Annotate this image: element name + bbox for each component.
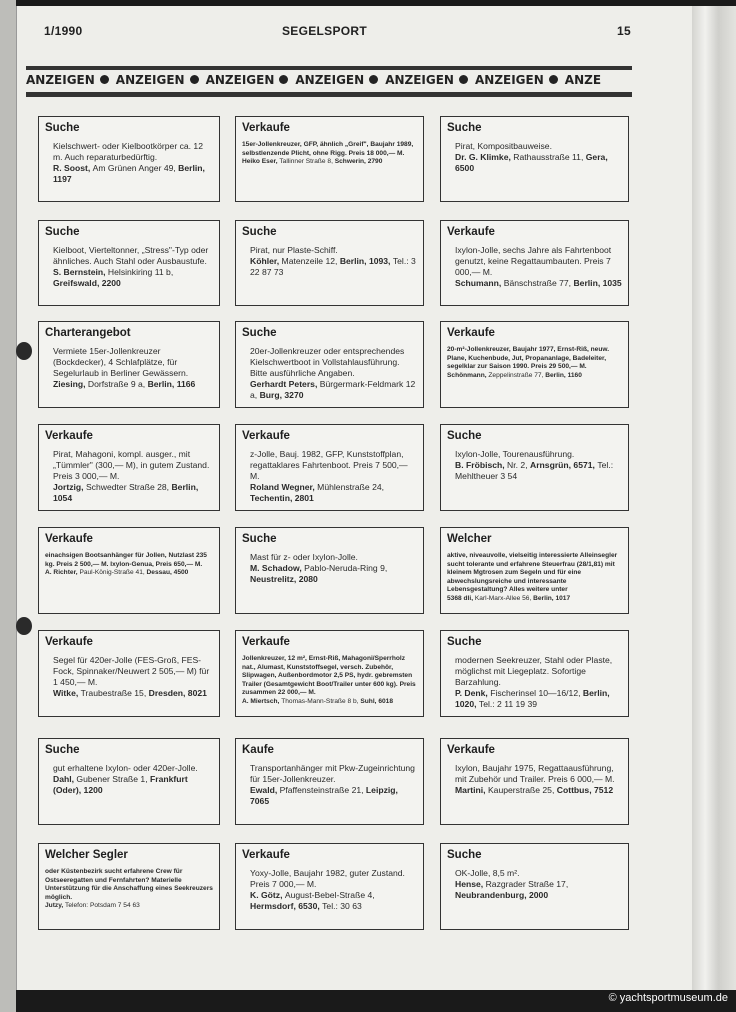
banner-rule-bottom (26, 92, 632, 97)
classified-ad (235, 116, 424, 202)
banner-word-partial: ANZE (564, 73, 602, 87)
ad-heading: Verkaufe (242, 636, 290, 648)
ad-contact-address: Zeppelinstraße 77, (488, 371, 546, 379)
ad-contact-city: Techentin, 2801 (250, 493, 314, 503)
ad-contact-name: Heiko Eser, (242, 158, 280, 166)
ad-body: 20-m²-Jollenkreuzer, Baujahr 1977, Ernst-Riß, neuw. Plane, Kuchenbude, Jut, Propananlage, Badeleiter, segelklar zur Saison 1990. Preis 29 500,— M. (447, 346, 610, 371)
classified-ad (38, 527, 220, 614)
ad-contact-address: Kauperstraße 25, (487, 785, 557, 795)
ad-contact-extra: Tel.: 3 22 87 73 (250, 256, 416, 277)
classified-ad (38, 630, 220, 717)
classified-ad (440, 843, 629, 930)
magazine-title: SEGELSPORT (282, 24, 368, 38)
ad-contact-name: Jutzy, (45, 902, 66, 910)
ad-body: modernen Seekreuzer, Stahl oder Plaste, möglichst mit Liegeplatz. Sofortige Barzahlung. (455, 655, 613, 687)
ad-contact (455, 152, 622, 174)
ad-heading: Welcher Segler (45, 849, 128, 861)
ad-contact (242, 698, 417, 707)
ad-contact-address: Rathausstraße 11, (513, 152, 586, 162)
ad-contact-name: Dahl, (53, 774, 77, 784)
bullet-icon (459, 75, 468, 84)
ad-contact-city: Hermsdorf, 6530, (250, 901, 323, 911)
ad-contact-name: Schönmann, (447, 371, 489, 379)
ad-contact-city: Neustrelitz, 2080 (250, 574, 318, 584)
ad-contact-name: Ziesing, (53, 379, 88, 389)
ad-contact-name: Ewald, (250, 785, 280, 795)
classified-ad (235, 527, 424, 614)
ad-contact-address: Mühlenstraße 24, (317, 482, 385, 492)
ad-contact-city: Berlin, 1166 (147, 379, 196, 389)
ad-contact-city: Gera, 6500 (455, 152, 608, 173)
ad-contact-address: Tallinner Straße 8, (279, 158, 335, 166)
ad-contact (455, 879, 622, 901)
ad-heading: Verkaufe (447, 327, 495, 339)
punch-hole (16, 617, 32, 635)
ad-contact-address: Fischerinsel 10—16/12, (490, 688, 583, 698)
classified-ad (38, 321, 220, 408)
ad-heading: Verkaufe (242, 430, 290, 442)
watermark: © yachtsportmuseum.de (608, 992, 728, 1004)
ad-contact (455, 460, 622, 482)
ad-contact-address: Gubener Straße 1, (76, 774, 150, 784)
ad-contact-city: Berlin, 1160 (545, 371, 582, 379)
classified-ad (440, 630, 629, 717)
ad-contact (447, 372, 622, 381)
ad-contact-city: Berlin, 1020, (455, 688, 610, 709)
bullet-icon (279, 75, 288, 84)
bullet-icon (100, 75, 109, 84)
ad-contact-address: Matenzeile 12, (281, 256, 340, 266)
ad-contact-name: Köhler, (250, 256, 282, 266)
ad-contact-city: Dessau, 4500 (146, 569, 189, 577)
ad-contact-name: K. Götz, (250, 890, 285, 900)
classified-ad (38, 738, 220, 825)
ad-contact-name: M. Schadow, (250, 563, 305, 573)
classified-ad (440, 424, 629, 511)
ad-contact (250, 563, 417, 585)
ad-contact-name: A. Miertsch, (242, 697, 282, 705)
ad-contact-address: Pablo-Neruda-Ring 9, (304, 563, 388, 573)
ad-contact-name: Gerhardt Peters, (250, 379, 320, 389)
ad-body: Mast für z- oder Ixylon-Jolle. (250, 552, 358, 562)
ad-contact-address: Schwedter Straße 28, (85, 482, 172, 492)
ad-body: z-Jolle, Bauj. 1982, GFP, Kunststoffplan, regattaklares Fahrtenboot. Preis 7 500,— M. (250, 449, 408, 481)
classified-ad (440, 116, 629, 202)
banner-word: ANZEIGEN (385, 73, 454, 87)
ad-contact (455, 688, 622, 710)
ad-contact (447, 595, 622, 604)
ad-contact (250, 379, 417, 401)
ad-contact-address: Bürgermark-Feldmark 12 a, (250, 379, 416, 400)
ad-contact-city: Berlin, 1035 (573, 278, 622, 288)
ad-contact-address: Thomas-Mann-Straße 8 b, (281, 697, 361, 705)
classified-ad (440, 738, 629, 825)
classified-ad (235, 424, 424, 511)
ad-heading: Kaufe (242, 744, 274, 756)
ad-contact (242, 158, 417, 167)
ad-contact-name: Martini, (455, 785, 488, 795)
ad-contact-name: 5368 dli, (447, 594, 475, 602)
classified-ad (38, 424, 220, 511)
ad-body: oder Küstenbezirk sucht erfahrene Crew für Ostseeregatten und Fernfahrten? Materielle Unterstützung für die Anschaffung eines Seekreuzers möglich. (45, 868, 213, 901)
banner-word: ANZEIGEN (205, 73, 275, 87)
anzeigen-banner (26, 73, 632, 89)
ad-contact (455, 785, 622, 796)
ad-body: Kielboot, Vierteltonner, „Stress"-Typ oder ähnliches. Auch Stahl oder Ausbaustufe. (53, 245, 209, 266)
classified-ad (38, 116, 220, 202)
bullet-icon (549, 75, 558, 84)
classified-ad (440, 527, 629, 614)
ad-contact-name: Dr. G. Klimke, (455, 152, 514, 162)
ad-contact-address: Dorfstraße 9 a, (87, 379, 148, 389)
ad-body: Ixylon-Jolle, Tourenausführung. (455, 449, 575, 459)
ad-heading: Verkaufe (447, 744, 495, 756)
bullet-icon (369, 75, 378, 84)
ad-contact-city: Berlin, 1093, (339, 256, 393, 266)
ad-body: Pirat, nur Plaste-Schiff. (250, 245, 338, 255)
ad-contact-address: Pfaffensteinstraße 21, (279, 785, 366, 795)
ad-contact (53, 774, 213, 796)
ad-body: Ixylon-Jolle, sechs Jahre als Fahrtenboot genutzt, keine Regattaumbauten. Preis 7 000,— M. (455, 245, 612, 277)
ad-contact-address: August-Bebel-Straße 4, (284, 890, 375, 900)
classified-ad (38, 843, 220, 930)
ad-body: einachsigen Bootsanhänger für Jollen, Nutzlast 235 kg. Preis 2 500,— M. Ixylon-Genua, Preis 650,— M. (45, 552, 207, 568)
ad-heading: Verkaufe (45, 636, 93, 648)
ad-contact-city: Schwerin, 2790 (334, 158, 383, 166)
ad-contact (53, 688, 213, 699)
ad-body: OK-Jolle, 8,5 m². (455, 868, 520, 878)
ad-contact-name: Roland Wegner, (250, 482, 318, 492)
ad-contact-name: A. Richter, (45, 569, 80, 577)
ad-heading: Verkaufe (45, 533, 93, 545)
ad-body: 15er-Jollenkreuzer, GFP, ähnlich „Greif", Baujahr 1989, selbstlenzende Plicht, ohne Rigg. Preis 18 000,— M. (242, 141, 414, 157)
ad-heading: Suche (242, 327, 277, 339)
ad-heading: Suche (447, 849, 482, 861)
page-number: 15 (617, 24, 631, 38)
banner-word: ANZEIGEN (115, 73, 185, 87)
ad-body: Pirat, Mahagoni, kompl. ausger., mit „Tümmler" (300,— M), in gutem Zustand. Preis 3 000,— M. (53, 449, 210, 481)
ad-body: Segel für 420er-Jolle (FES-Groß, FES-Fock, Spinnaker/Neuwert 2 505,— M) für 1 450,— M. (53, 655, 210, 687)
ad-contact (53, 267, 213, 289)
ad-contact (53, 379, 213, 390)
banner-rule-top (26, 66, 632, 70)
ad-contact (455, 278, 622, 289)
ad-contact-name: R. Soost, (53, 163, 93, 173)
ad-contact-address: Nr. 2, (507, 460, 530, 470)
ad-body: Pirat, Kompositbauweise. (455, 141, 552, 151)
ad-contact-name: Hense, (455, 879, 486, 889)
ad-contact-name: Witke, (53, 688, 81, 698)
ad-contact-name: Jortzig, (53, 482, 86, 492)
ad-heading: Welcher (447, 533, 492, 545)
ad-heading: Verkaufe (447, 226, 495, 238)
ad-contact (250, 785, 417, 807)
ad-heading: Suche (242, 533, 277, 545)
ad-contact-city: Suhl, 6018 (360, 697, 393, 705)
banner-word: ANZEIGEN (26, 73, 95, 87)
ad-contact-extra: Tel.: Mehltheuer 3 54 (455, 460, 614, 481)
ad-body: Vermiete 15er-Jollenkreuzer (Bockdecker), 4 Schlafplätze, für Segelurlaub in Berliner Gewässern. (53, 346, 189, 378)
ad-body: Ixylon, Baujahr 1975, Regattaausführung, mit Zubehör und Trailer. Preis 6 000,— M. (455, 763, 615, 784)
ad-heading: Suche (242, 226, 277, 238)
ad-contact (45, 569, 213, 578)
ad-contact-city: Frankfurt (Oder), 1200 (53, 774, 188, 795)
ad-contact-city: Burg, 3270 (259, 390, 304, 400)
classified-ad (235, 738, 424, 825)
classified-ad (235, 843, 424, 930)
ad-body: gut erhaltene Ixylon- oder 420er-Jolle. (53, 763, 198, 773)
ad-heading: Verkaufe (45, 430, 93, 442)
ad-body: Jollenkreuzer, 12 m², Ernst-Riß, Mahagoni/Sperrholz nat., Alumast, Kunststoffsegel, versch. Zubehör, Slipwagen, Außenbordmotor 2,5 PS, hydr. gebremsten Trailer (Gesamtgewicht Boot/Trailer unter 600 kg). Preis zusammen 22 000,— M. (242, 655, 416, 697)
ad-body: aktive, niveauvolle, vielseitig interessierte Alleinsegler sucht tolerante und erfahrene Steuerfrau (28/1,81) mit kleinem Mgtrosen zum Segeln und für eine abwechslungsreiche und interessante Lebensgestaltung? Alles weitere unter (447, 552, 618, 594)
ad-contact-address: Karl-Marx-Allee 56, (474, 594, 534, 602)
page-stack-edge (692, 6, 736, 990)
classified-ad (235, 630, 424, 717)
ad-contact-address: Bänschstraße 77, (503, 278, 574, 288)
punch-hole (16, 342, 32, 360)
ad-contact-city: Dresden, 8021 (148, 688, 207, 698)
classified-ad (38, 220, 220, 306)
ad-heading: Suche (45, 744, 80, 756)
ad-contact-city: Greifswald, 2200 (53, 278, 121, 288)
ad-heading: Verkaufe (242, 122, 290, 134)
classified-ad (440, 321, 629, 408)
ad-contact-city: Berlin, 1197 (53, 163, 205, 184)
ad-heading: Charterangebot (45, 327, 131, 339)
ad-contact-name: B. Fröbisch, (455, 460, 508, 470)
ad-heading: Verkaufe (242, 849, 290, 861)
ad-contact (53, 163, 213, 185)
ad-heading: Suche (447, 122, 482, 134)
ad-contact (250, 256, 417, 278)
ad-heading: Suche (447, 636, 482, 648)
ad-contact-address: Helsinkiring 11 b, (107, 267, 174, 277)
classified-ad (440, 220, 629, 306)
ad-contact-address: Telefon: Potsdam 7 54 63 (65, 902, 140, 910)
ad-contact-city: Berlin, 1054 (53, 482, 199, 503)
classified-ad (235, 321, 424, 408)
ad-contact-name: S. Bernstein, (53, 267, 108, 277)
banner-word: ANZEIGEN (295, 73, 365, 87)
ad-contact-city: Neubrandenburg, 2000 (455, 890, 549, 900)
ad-contact-address: Paul-König-Straße 41, (79, 569, 147, 577)
ad-contact-address: Am Grünen Anger 49, (92, 163, 179, 173)
ad-heading: Suche (45, 122, 80, 134)
ad-heading: Suche (45, 226, 80, 238)
ad-contact-name: Schumann, (455, 278, 504, 288)
ad-contact (45, 902, 213, 911)
ad-contact-city: Cottbus, 7512 (556, 785, 614, 795)
ad-body: Yoxy-Jolle, Baujahr 1982, guter Zustand. Preis 7 000,— M. (250, 868, 405, 889)
ad-contact-name: P. Denk, (455, 688, 491, 698)
ad-heading: Suche (447, 430, 482, 442)
ad-body: Kielschwert- oder Kielbootkörper ca. 12 m. Auch reparaturbedürftig. (53, 141, 203, 162)
binding-strip (0, 0, 16, 1012)
ad-contact (250, 890, 417, 912)
ad-contact-address: Razgrader Straße 17, (485, 879, 569, 889)
ad-body: 20er-Jollenkreuzer oder entsprechendes Kielschwertboot in Vollstahlausführung. Bitte ausführliche Angaben. (250, 346, 405, 378)
ad-contact-extra: Tel.: 30 63 (322, 901, 362, 911)
ad-body: Transportanhänger mit Pkw-Zugeinrichtung für 15er-Jollenkreuzer. (250, 763, 415, 784)
issue-label: 1/1990 (44, 24, 83, 38)
ad-contact (53, 482, 213, 504)
classified-ad (235, 220, 424, 306)
ad-contact (250, 482, 417, 504)
ad-contact-city: Leipzig, 7065 (250, 785, 398, 806)
ad-contact-city: Arnsgrün, 6571, (529, 460, 598, 470)
ad-contact-address: Traubestraße 15, (80, 688, 149, 698)
banner-word: ANZEIGEN (474, 73, 544, 87)
ad-contact-extra: Tel.: 2 11 19 39 (478, 699, 538, 709)
bullet-icon (190, 75, 199, 84)
ad-contact-city: Berlin, 1017 (533, 594, 571, 602)
